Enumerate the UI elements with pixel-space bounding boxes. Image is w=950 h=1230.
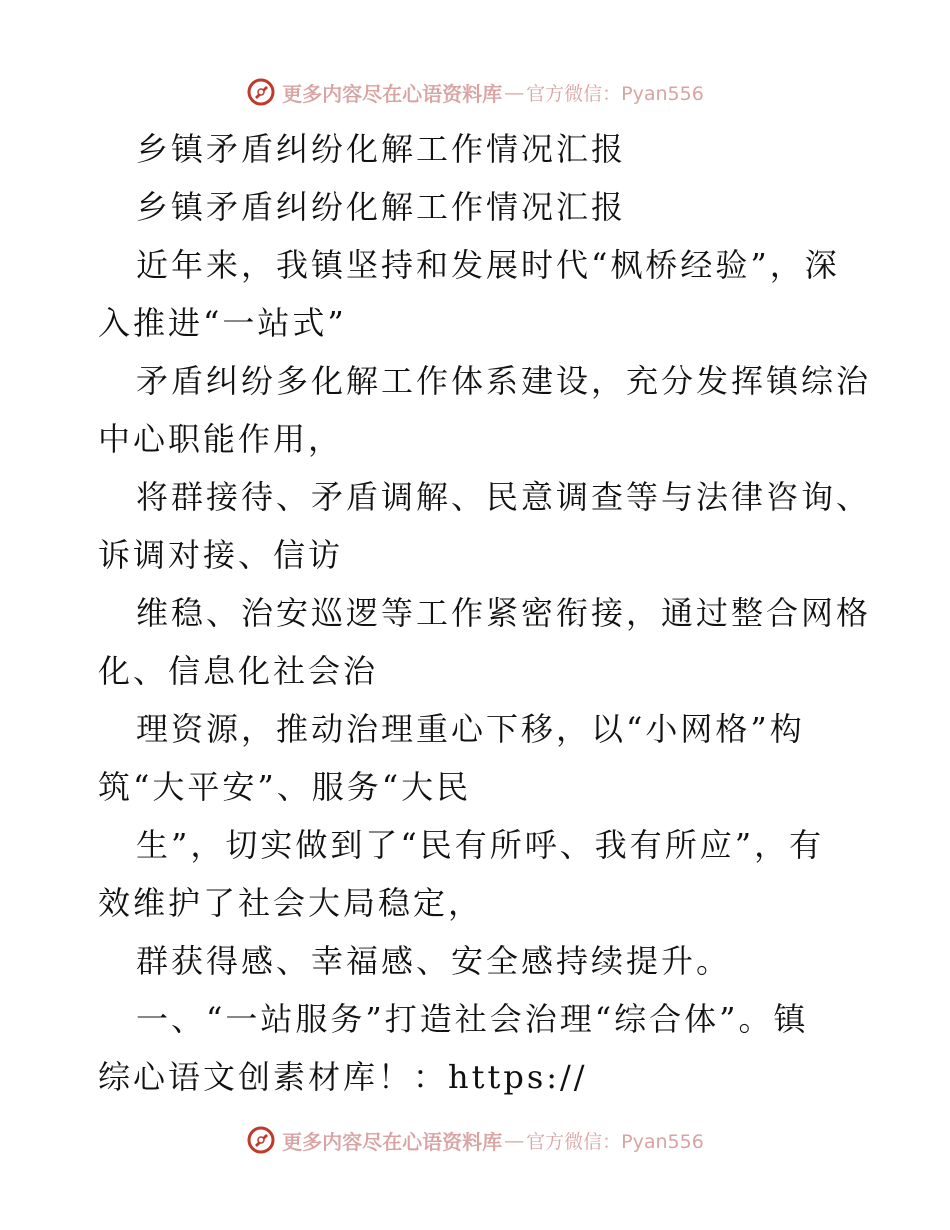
banner-dash: — bbox=[504, 1128, 525, 1152]
doc-line-link[interactable]: 综心语文创素材库！：https:// bbox=[98, 1058, 588, 1096]
doc-line: 矛盾纠纷多化解工作体系建设，充分发挥镇综治 bbox=[136, 362, 872, 400]
banner-dash: — bbox=[504, 80, 525, 104]
doc-line: 化、信息化社会治 bbox=[98, 652, 379, 690]
doc-line: 一、“一站服务”打造社会治理“综合体”。镇 bbox=[136, 1000, 809, 1038]
doc-line: 中心职能作用， bbox=[98, 420, 344, 458]
footer-banner bbox=[0, 1120, 950, 1160]
doc-line: 生”，切实做到了“民有所呼、我有所应”，有 bbox=[136, 826, 825, 864]
doc-line: 群获得感、幸福感、安全感持续提升。 bbox=[136, 942, 732, 980]
doc-title: 乡镇矛盾纠纷化解工作情况汇报 bbox=[136, 130, 627, 168]
doc-line: 效维护了社会大局稳定， bbox=[98, 884, 484, 922]
doc-line: 入推进“一站式” bbox=[98, 304, 347, 342]
doc-line: 将群接待、矛盾调解、民意调查等与法律咨询、 bbox=[136, 478, 872, 516]
doc-line: 近年来，我镇坚持和发展时代“枫桥经验”，深 bbox=[136, 246, 840, 284]
brand-logo-icon bbox=[246, 1125, 276, 1155]
banner-wechat: 官方微信：Pyan556 bbox=[526, 82, 704, 105]
doc-line: 维稳、治安巡逻等工作紧密衔接，通过整合网格 bbox=[136, 594, 872, 632]
banner-slogan: 更多内容尽在心语资料库 bbox=[282, 1129, 503, 1154]
doc-line: 理资源，推动治理重心下移，以“小网格”构 bbox=[136, 710, 805, 748]
banner-slogan: 更多内容尽在心语资料库 bbox=[282, 81, 503, 106]
doc-title-repeat: 乡镇矛盾纠纷化解工作情况汇报 bbox=[136, 188, 627, 226]
doc-line: 诉调对接、信访 bbox=[98, 536, 344, 574]
brand-logo-icon bbox=[246, 77, 276, 107]
header-banner bbox=[0, 72, 950, 112]
doc-line: 筑“大平安”、服务“大民 bbox=[98, 768, 472, 806]
document-body bbox=[98, 120, 872, 1106]
banner-wechat: 官方微信：Pyan556 bbox=[526, 1130, 704, 1153]
